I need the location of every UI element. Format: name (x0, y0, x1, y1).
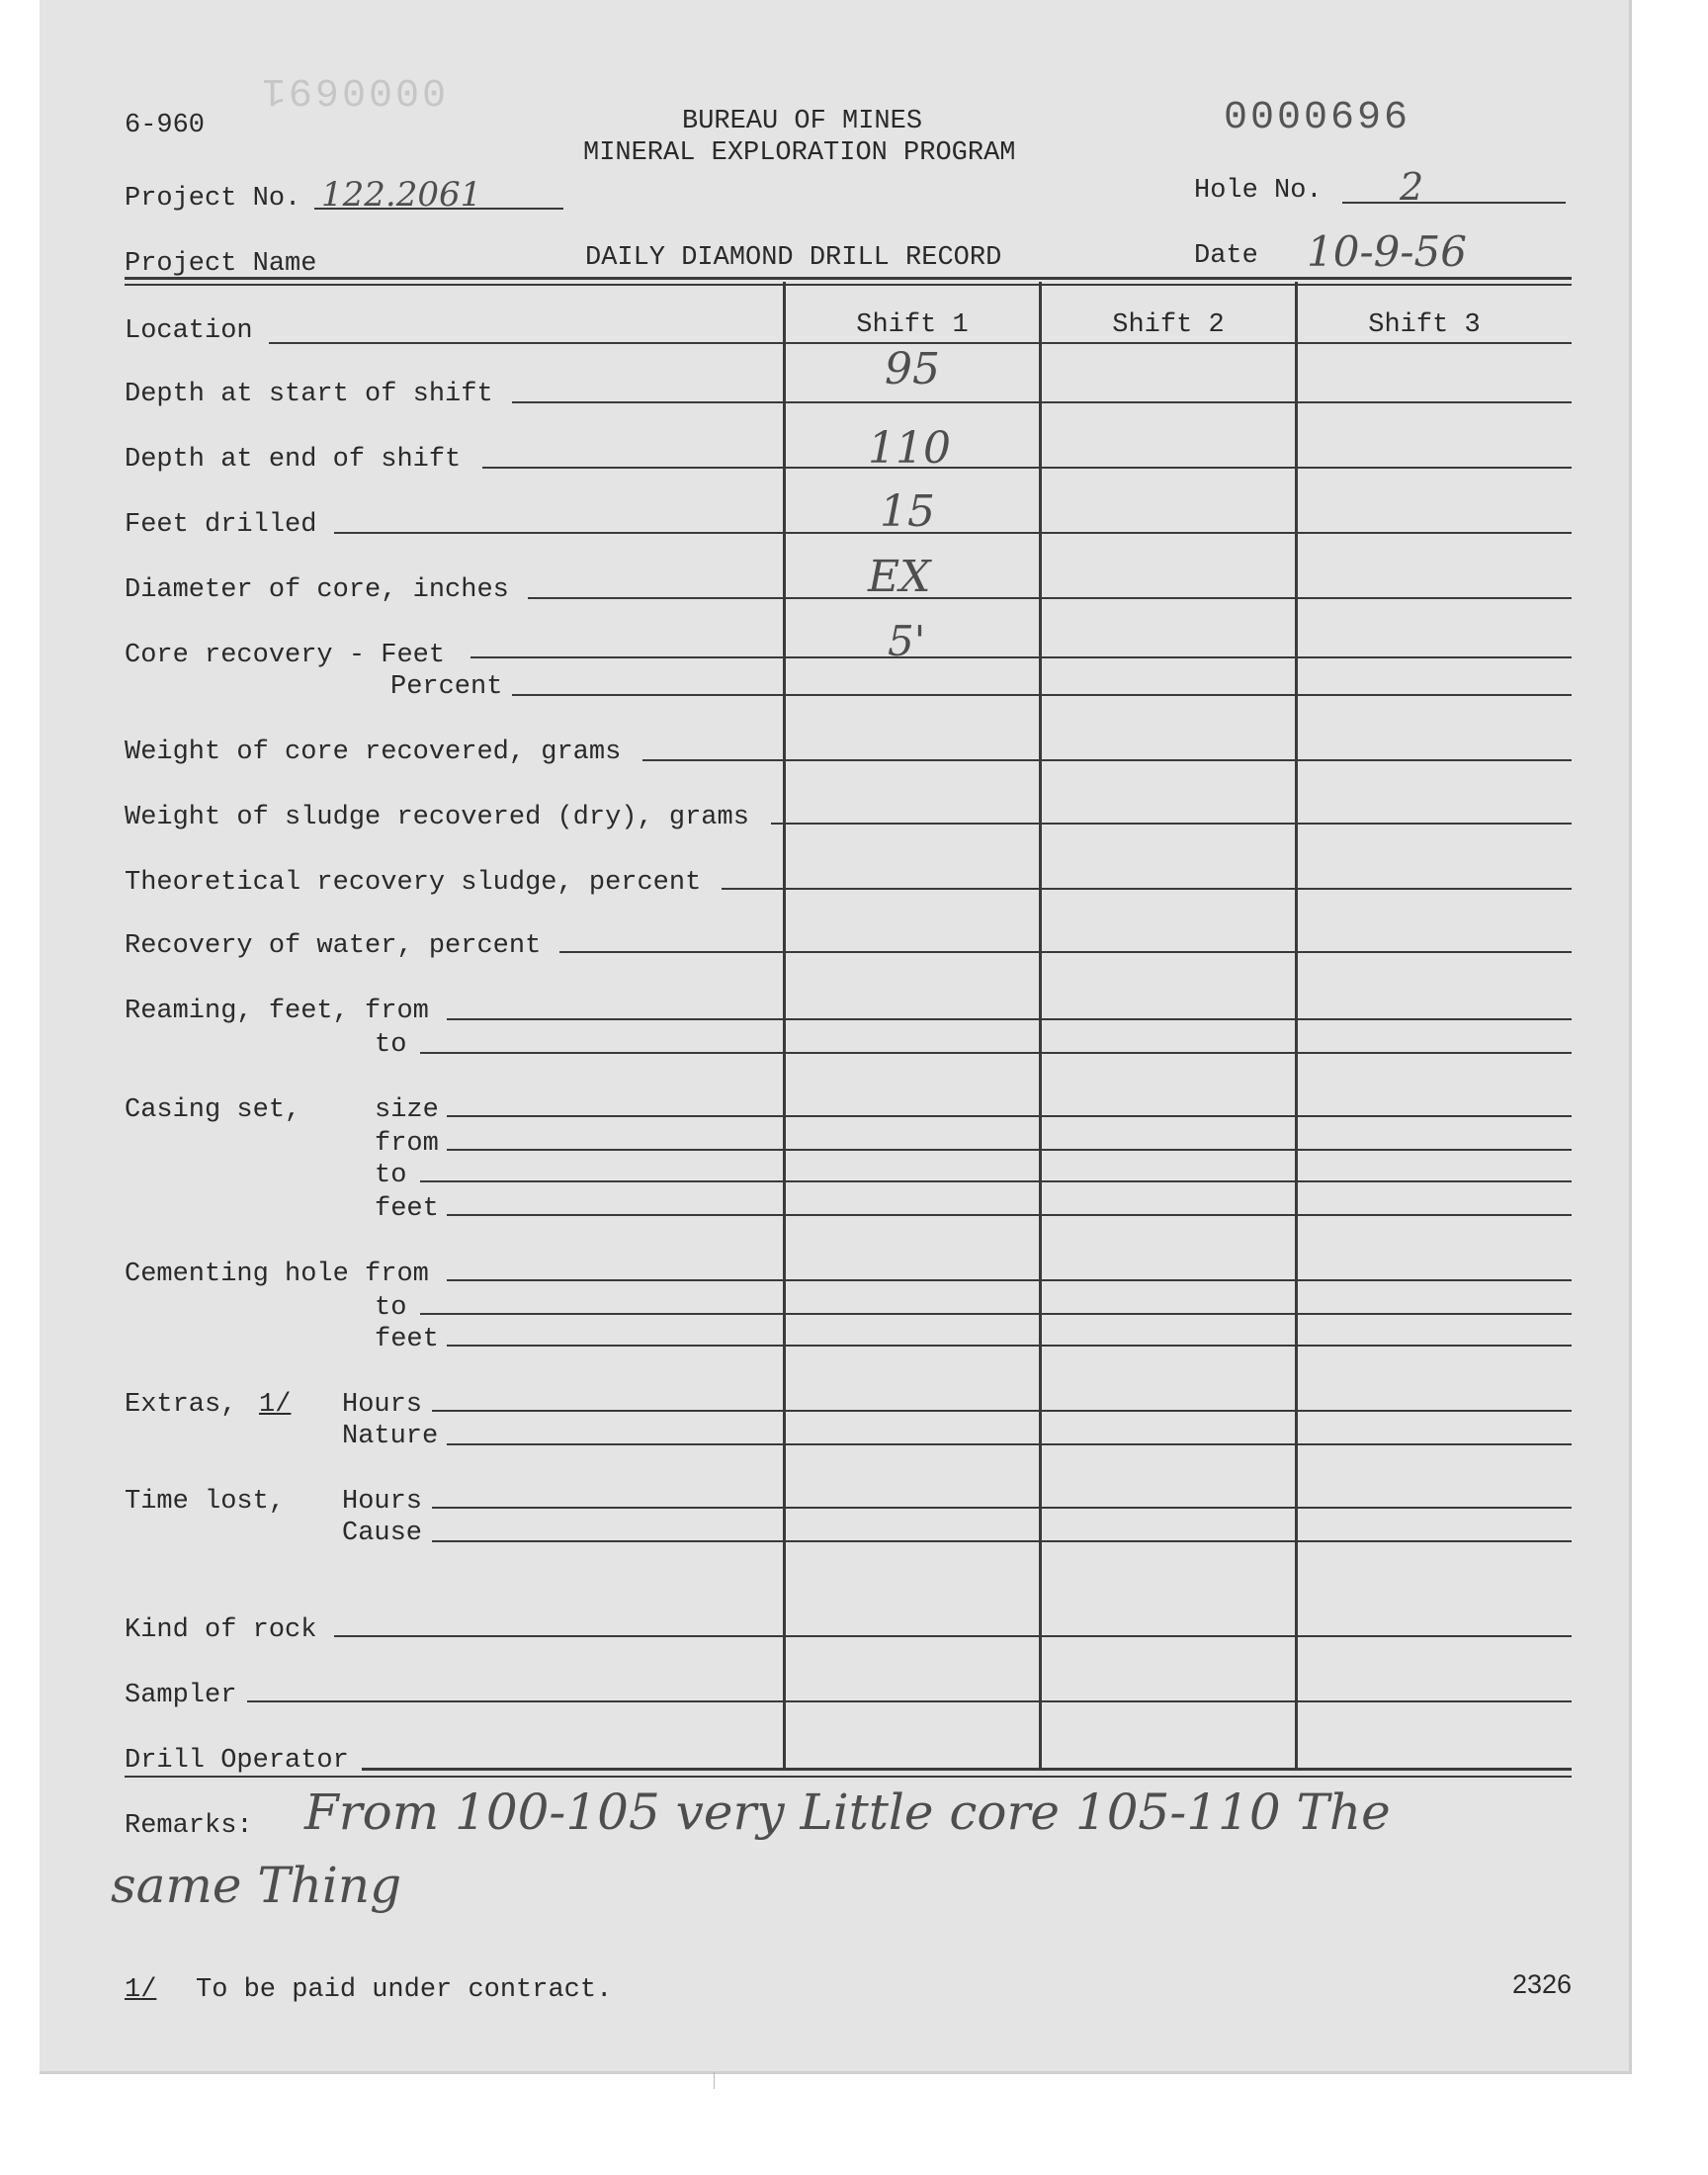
row-line (334, 1635, 1572, 1637)
remarks-line-2: same Thing (111, 1857, 402, 1914)
row-line (432, 1507, 1572, 1509)
row-label-weight-sludge: Weight of sludge recovered (dry), grams (125, 803, 749, 832)
row-label-weight-core: Weight of core recovered, grams (125, 738, 622, 767)
column-header-shift-1: Shift 1 (856, 310, 969, 340)
row-label-cementing-to: to (375, 1293, 407, 1323)
operator-rule-top (362, 1768, 1572, 1771)
hole-no-value: 2 (1400, 165, 1424, 209)
record-title: DAILY DIAMOND DRILL RECORD (585, 243, 1002, 273)
shift1-feet-drilled: 15 (880, 486, 935, 537)
form-paper (40, 0, 1632, 2074)
row-line (420, 1052, 1572, 1054)
row-line (559, 951, 1572, 953)
row-label-time-lost: Time lost, (125, 1487, 286, 1517)
row-line (447, 1443, 1572, 1445)
row-line (512, 401, 1572, 403)
row-line (528, 597, 1572, 599)
row-line (447, 1214, 1572, 1216)
row-label-percent: Percent (390, 672, 503, 702)
document-stamp: 0000696 (1224, 96, 1411, 140)
row-label-theoretical: Theoretical recovery sludge, percent (125, 868, 702, 898)
row-label-sampler: Sampler (125, 1681, 237, 1710)
project-no-label: Project No. (125, 184, 301, 214)
shift1-depth-end: 110 (868, 423, 951, 474)
row-label-casing-feet: feet (375, 1194, 439, 1224)
row-label-time-hours: Hours (342, 1487, 423, 1517)
row-label-location: Location (125, 316, 253, 346)
row-label-reaming-to: to (375, 1030, 407, 1060)
row-line (470, 656, 1572, 658)
row-line (432, 1540, 1572, 1542)
scan-artifact (714, 2071, 715, 2089)
remarks-line-1: From 100-105 very Little core 105-110 The (304, 1784, 1391, 1841)
shift1-depth-start: 95 (885, 344, 940, 394)
row-label-cementing-feet: feet (375, 1325, 439, 1354)
row-label-extras-hours: Hours (342, 1390, 423, 1420)
row-line (432, 1410, 1572, 1412)
program-title: MINERAL EXPLORATION PROGRAM (583, 138, 1016, 168)
row-line (447, 1115, 1572, 1117)
footnote-marker: 1/ (259, 1390, 292, 1420)
row-line (447, 1149, 1572, 1151)
row-label-extras-nature: Nature (342, 1422, 439, 1451)
project-name-label: Project Name (125, 249, 317, 279)
row-line (447, 1345, 1572, 1347)
row-label-extras: Extras, (125, 1390, 237, 1420)
footnote-text: To be paid under contract. (196, 1975, 613, 2005)
row-label-operator: Drill Operator (125, 1746, 349, 1776)
agency-title: BUREAU OF MINES (682, 107, 923, 136)
row-label-casing-size: size (375, 1095, 439, 1125)
hole-no-underline (1342, 202, 1566, 204)
column-header-shift-3: Shift 3 (1368, 310, 1481, 340)
row-label-depth-start: Depth at start of shift (125, 380, 493, 409)
column-divider (783, 282, 786, 1770)
row-label-feet-drilled: Feet drilled (125, 510, 317, 540)
row-label-diameter: Diameter of core, inches (125, 575, 509, 605)
project-no-value: 122.2061 (321, 175, 482, 215)
row-label-cementing: Cementing hole from (125, 1260, 429, 1289)
page-number: 2326 (1512, 1969, 1573, 1999)
row-label-water: Recovery of water, percent (125, 931, 542, 961)
shift1-core-recovery: 5' (888, 617, 926, 665)
column-divider (1039, 282, 1042, 1770)
ghost-stamp: 0000691 (259, 67, 447, 112)
row-line (447, 1279, 1572, 1281)
remarks-label: Remarks: (125, 1811, 253, 1841)
date-value: 10-9-56 (1307, 227, 1467, 276)
shift1-diameter: EX (868, 552, 931, 602)
row-label-core-recovery: Core recovery - Feet (125, 641, 446, 670)
row-line (420, 1313, 1572, 1315)
row-label-casing-to: to (375, 1161, 407, 1190)
row-line (447, 1018, 1572, 1020)
row-label-reaming: Reaming, feet, from (125, 997, 429, 1026)
column-header-shift-2: Shift 2 (1112, 310, 1225, 340)
row-line (420, 1180, 1572, 1182)
header-rule-bottom (125, 284, 1572, 286)
header-rule-top (125, 277, 1572, 280)
row-label-depth-end: Depth at end of shift (125, 445, 462, 475)
footnote-marker: 1/ (125, 1975, 157, 2005)
operator-rule-bottom (125, 1776, 1572, 1778)
row-label-casing: Casing set, (125, 1095, 301, 1125)
column-divider (1295, 282, 1298, 1770)
hole-no-label: Hole No. (1194, 176, 1323, 206)
row-line (722, 888, 1572, 890)
row-label-casing-from: from (375, 1129, 439, 1159)
date-label: Date (1194, 241, 1258, 271)
row-line (334, 532, 1572, 534)
row-line (247, 1700, 1572, 1702)
row-line (482, 467, 1572, 469)
row-label-rock: Kind of rock (125, 1615, 317, 1645)
form-number: 6-960 (125, 111, 206, 140)
row-line (771, 823, 1572, 825)
row-line (642, 759, 1572, 761)
row-label-time-cause: Cause (342, 1519, 423, 1548)
row-line (512, 694, 1572, 696)
